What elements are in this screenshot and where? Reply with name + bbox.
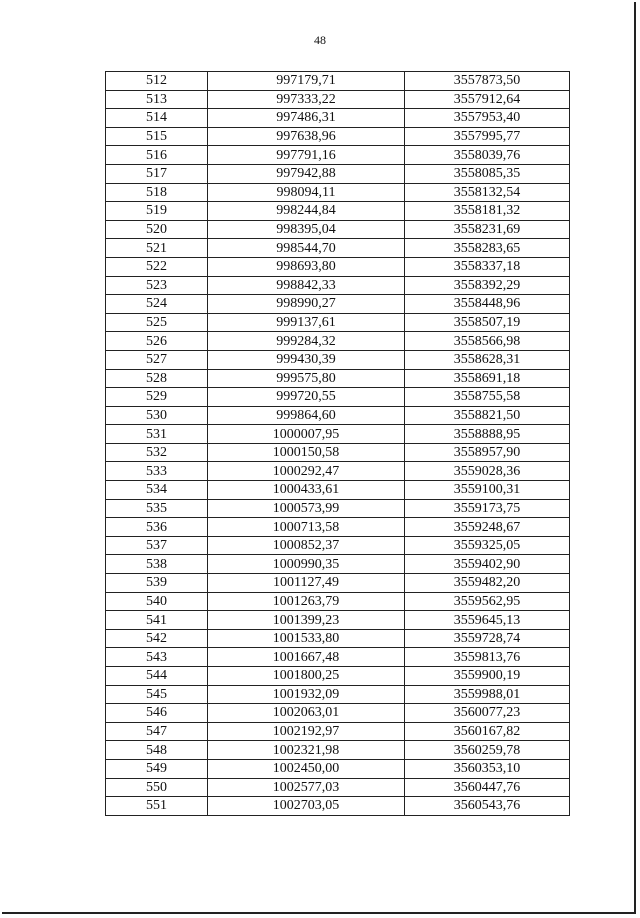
table-row bbox=[106, 778, 570, 797]
point-number-cell: 550 bbox=[106, 778, 208, 797]
table-row bbox=[106, 704, 570, 723]
x-coordinate-cell: 999284,32 bbox=[208, 332, 405, 351]
x-coordinate-cell: 1000852,37 bbox=[208, 536, 405, 555]
table-row bbox=[106, 759, 570, 778]
point-number-cell: 549 bbox=[106, 759, 208, 778]
x-coordinate-cell: 998094,11 bbox=[208, 183, 405, 202]
point-number-cell: 529 bbox=[106, 388, 208, 407]
x-coordinate-cell: 997942,88 bbox=[208, 164, 405, 183]
x-coordinate-cell: 1002063,01 bbox=[208, 704, 405, 723]
y-coordinate-cell: 3558392,29 bbox=[405, 276, 570, 295]
point-number-cell: 528 bbox=[106, 369, 208, 388]
table-row bbox=[106, 90, 570, 109]
y-coordinate-cell: 3558132,54 bbox=[405, 183, 570, 202]
y-coordinate-cell: 3558821,50 bbox=[405, 406, 570, 425]
x-coordinate-cell: 1002192,97 bbox=[208, 722, 405, 741]
point-number-cell: 524 bbox=[106, 295, 208, 314]
point-number-cell: 537 bbox=[106, 536, 208, 555]
x-coordinate-cell: 1001800,25 bbox=[208, 667, 405, 686]
y-coordinate-cell: 3558507,19 bbox=[405, 313, 570, 332]
point-number-cell: 527 bbox=[106, 350, 208, 369]
point-number-cell: 533 bbox=[106, 462, 208, 481]
x-coordinate-cell: 1001533,80 bbox=[208, 629, 405, 648]
y-coordinate-cell: 3559100,31 bbox=[405, 481, 570, 500]
x-coordinate-cell: 1002450,00 bbox=[208, 759, 405, 778]
point-number-cell: 531 bbox=[106, 425, 208, 444]
y-coordinate-cell: 3558085,35 bbox=[405, 164, 570, 183]
point-number-cell: 532 bbox=[106, 443, 208, 462]
table-row bbox=[106, 629, 570, 648]
y-coordinate-cell: 3558039,76 bbox=[405, 146, 570, 165]
table-row bbox=[106, 685, 570, 704]
point-number-cell: 523 bbox=[106, 276, 208, 295]
y-coordinate-cell: 3557995,77 bbox=[405, 127, 570, 146]
x-coordinate-cell: 1001667,48 bbox=[208, 648, 405, 667]
point-number-cell: 543 bbox=[106, 648, 208, 667]
table-row bbox=[106, 220, 570, 239]
y-coordinate-cell: 3560259,78 bbox=[405, 741, 570, 760]
x-coordinate-cell: 999864,60 bbox=[208, 406, 405, 425]
point-number-cell: 522 bbox=[106, 257, 208, 276]
table-row bbox=[106, 611, 570, 630]
y-coordinate-cell: 3558888,95 bbox=[405, 425, 570, 444]
point-number-cell: 536 bbox=[106, 518, 208, 537]
y-coordinate-cell: 3558448,96 bbox=[405, 295, 570, 314]
y-coordinate-cell: 3559562,95 bbox=[405, 592, 570, 611]
table-row bbox=[106, 555, 570, 574]
y-coordinate-cell: 3558628,31 bbox=[405, 350, 570, 369]
coordinates-table bbox=[105, 71, 570, 816]
table-row bbox=[106, 183, 570, 202]
x-coordinate-cell: 1000573,99 bbox=[208, 499, 405, 518]
y-coordinate-cell: 3559028,36 bbox=[405, 462, 570, 481]
table-row bbox=[106, 276, 570, 295]
y-coordinate-cell: 3559325,05 bbox=[405, 536, 570, 555]
y-coordinate-cell: 3558337,18 bbox=[405, 257, 570, 276]
table-row bbox=[106, 369, 570, 388]
y-coordinate-cell: 3559728,74 bbox=[405, 629, 570, 648]
point-number-cell: 530 bbox=[106, 406, 208, 425]
y-coordinate-cell: 3559645,13 bbox=[405, 611, 570, 630]
table-row bbox=[106, 313, 570, 332]
table-row bbox=[106, 574, 570, 593]
y-coordinate-cell: 3558566,98 bbox=[405, 332, 570, 351]
y-coordinate-cell: 3558691,18 bbox=[405, 369, 570, 388]
point-number-cell: 514 bbox=[106, 109, 208, 128]
point-number-cell: 525 bbox=[106, 313, 208, 332]
table-row bbox=[106, 741, 570, 760]
point-number-cell: 534 bbox=[106, 481, 208, 500]
table-row bbox=[106, 518, 570, 537]
point-number-cell: 551 bbox=[106, 797, 208, 816]
x-coordinate-cell: 1000433,61 bbox=[208, 481, 405, 500]
x-coordinate-cell: 998244,84 bbox=[208, 202, 405, 221]
point-number-cell: 521 bbox=[106, 239, 208, 258]
y-coordinate-cell: 3558283,65 bbox=[405, 239, 570, 258]
table-row bbox=[106, 388, 570, 407]
x-coordinate-cell: 998693,80 bbox=[208, 257, 405, 276]
x-coordinate-cell: 1002703,05 bbox=[208, 797, 405, 816]
page-number: 48 bbox=[314, 33, 326, 47]
table-row bbox=[106, 462, 570, 481]
point-number-cell: 539 bbox=[106, 574, 208, 593]
y-coordinate-cell: 3559248,67 bbox=[405, 518, 570, 537]
point-number-cell: 541 bbox=[106, 611, 208, 630]
y-coordinate-cell: 3559988,01 bbox=[405, 685, 570, 704]
x-coordinate-cell: 998395,04 bbox=[208, 220, 405, 239]
x-coordinate-cell: 1001399,23 bbox=[208, 611, 405, 630]
x-coordinate-cell: 1000150,58 bbox=[208, 443, 405, 462]
x-coordinate-cell: 999137,61 bbox=[208, 313, 405, 332]
point-number-cell: 512 bbox=[106, 72, 208, 91]
table-row bbox=[106, 239, 570, 258]
point-number-cell: 544 bbox=[106, 667, 208, 686]
x-coordinate-cell: 998990,27 bbox=[208, 295, 405, 314]
y-coordinate-cell: 3558231,69 bbox=[405, 220, 570, 239]
x-coordinate-cell: 997486,31 bbox=[208, 109, 405, 128]
y-coordinate-cell: 3560353,10 bbox=[405, 759, 570, 778]
y-coordinate-cell: 3560543,76 bbox=[405, 797, 570, 816]
table-row bbox=[106, 109, 570, 128]
x-coordinate-cell: 1000007,95 bbox=[208, 425, 405, 444]
x-coordinate-cell: 998544,70 bbox=[208, 239, 405, 258]
point-number-cell: 516 bbox=[106, 146, 208, 165]
table-row bbox=[106, 592, 570, 611]
x-coordinate-cell: 1001263,79 bbox=[208, 592, 405, 611]
y-coordinate-cell: 3558181,32 bbox=[405, 202, 570, 221]
x-coordinate-cell: 1000292,47 bbox=[208, 462, 405, 481]
table-row bbox=[106, 350, 570, 369]
y-coordinate-cell: 3559900,19 bbox=[405, 667, 570, 686]
x-coordinate-cell: 1000990,35 bbox=[208, 555, 405, 574]
y-coordinate-cell: 3559402,90 bbox=[405, 555, 570, 574]
y-coordinate-cell: 3559482,20 bbox=[405, 574, 570, 593]
x-coordinate-cell: 1002321,98 bbox=[208, 741, 405, 760]
table-row bbox=[106, 481, 570, 500]
x-coordinate-cell: 997791,16 bbox=[208, 146, 405, 165]
x-coordinate-cell: 1001932,09 bbox=[208, 685, 405, 704]
x-coordinate-cell: 1002577,03 bbox=[208, 778, 405, 797]
table-row bbox=[106, 425, 570, 444]
table-row bbox=[106, 443, 570, 462]
y-coordinate-cell: 3557912,64 bbox=[405, 90, 570, 109]
x-coordinate-cell: 999720,55 bbox=[208, 388, 405, 407]
table-row bbox=[106, 797, 570, 816]
y-coordinate-cell: 3557873,50 bbox=[405, 72, 570, 91]
point-number-cell: 526 bbox=[106, 332, 208, 351]
y-coordinate-cell: 3557953,40 bbox=[405, 109, 570, 128]
point-number-cell: 540 bbox=[106, 592, 208, 611]
point-number-cell: 548 bbox=[106, 741, 208, 760]
point-number-cell: 517 bbox=[106, 164, 208, 183]
table-row bbox=[106, 406, 570, 425]
x-coordinate-cell: 999575,80 bbox=[208, 369, 405, 388]
point-number-cell: 538 bbox=[106, 555, 208, 574]
x-coordinate-cell: 1000713,58 bbox=[208, 518, 405, 537]
table-row bbox=[106, 499, 570, 518]
table-row bbox=[106, 146, 570, 165]
x-coordinate-cell: 999430,39 bbox=[208, 350, 405, 369]
x-coordinate-cell: 997638,96 bbox=[208, 127, 405, 146]
x-coordinate-cell: 997333,22 bbox=[208, 90, 405, 109]
table-row bbox=[106, 332, 570, 351]
table-row bbox=[106, 295, 570, 314]
y-coordinate-cell: 3560447,76 bbox=[405, 778, 570, 797]
table-row bbox=[106, 127, 570, 146]
y-coordinate-cell: 3558755,58 bbox=[405, 388, 570, 407]
table-row bbox=[106, 164, 570, 183]
coordinates-table-body bbox=[106, 72, 570, 816]
point-number-cell: 546 bbox=[106, 704, 208, 723]
x-coordinate-cell: 1001127,49 bbox=[208, 574, 405, 593]
point-number-cell: 515 bbox=[106, 127, 208, 146]
point-number-cell: 513 bbox=[106, 90, 208, 109]
table-row bbox=[106, 536, 570, 555]
table-row bbox=[106, 257, 570, 276]
point-number-cell: 518 bbox=[106, 183, 208, 202]
point-number-cell: 547 bbox=[106, 722, 208, 741]
y-coordinate-cell: 3560077,23 bbox=[405, 704, 570, 723]
x-coordinate-cell: 997179,71 bbox=[208, 72, 405, 91]
point-number-cell: 520 bbox=[106, 220, 208, 239]
point-number-cell: 542 bbox=[106, 629, 208, 648]
x-coordinate-cell: 998842,33 bbox=[208, 276, 405, 295]
point-number-cell: 545 bbox=[106, 685, 208, 704]
table-row bbox=[106, 722, 570, 741]
y-coordinate-cell: 3559173,75 bbox=[405, 499, 570, 518]
point-number-cell: 519 bbox=[106, 202, 208, 221]
y-coordinate-cell: 3559813,76 bbox=[405, 648, 570, 667]
table-row bbox=[106, 648, 570, 667]
point-number-cell: 535 bbox=[106, 499, 208, 518]
y-coordinate-cell: 3560167,82 bbox=[405, 722, 570, 741]
table-row bbox=[106, 72, 570, 91]
y-coordinate-cell: 3558957,90 bbox=[405, 443, 570, 462]
table-row bbox=[106, 667, 570, 686]
table-row bbox=[106, 202, 570, 221]
